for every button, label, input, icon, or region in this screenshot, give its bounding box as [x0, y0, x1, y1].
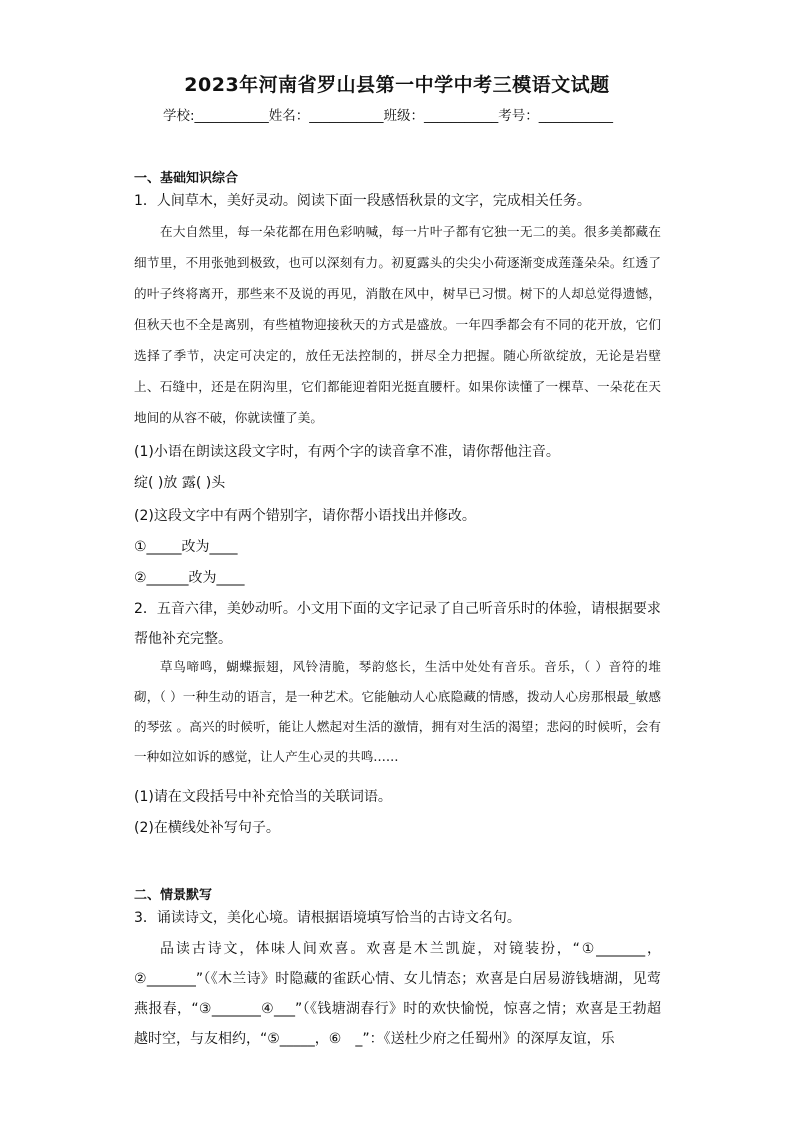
- section-heading-recitation: 二、情景默写: [134, 888, 213, 903]
- exam-title: 2023年河南省罗山县第一中学中考三模语文试题: [184, 74, 610, 96]
- question-1-sub1: (1)小语在朗读这段文字时，有两个字的读音拿不准，请你帮他注音。: [134, 444, 560, 460]
- passage-text: 品读古诗文，体味人间欢喜。欢喜是木兰凯旋，对镜装扮，“①_______，②_______”（《木兰诗》时隐藏的雀跃心情、女儿情态；欢喜是白居易游钱塘湖，见莺燕报春，“③_______④___”（《钱塘湖春行》时的欢快愉悦，惊喜之情；欢喜是王勃超越时空，与友相约，“⑤_____，⑥ _”：《送杜少府之任蜀州》的深厚友谊，乐: [134, 941, 661, 1047]
- question-2-passage: [134, 652, 661, 772]
- question-2-stem-line2: 帮他补充完整。: [134, 631, 232, 647]
- correction-line-1: ①_____改为____: [134, 539, 238, 555]
- question-1-passage: [134, 216, 661, 433]
- student-info-line: 学校:___________姓名：___________班级：___________考号：___________: [163, 108, 614, 124]
- question-3-passage: [134, 934, 661, 1054]
- correction-line-2: ②______改为____: [134, 570, 245, 586]
- question-2-sub2: (2)在横线处补写句子。: [134, 820, 280, 836]
- pinyin-blanks: 绽( )放 露( )头: [134, 475, 226, 491]
- passage-text: 草鸟啼鸣，蝴蝶振翅，风铃清脆，琴韵悠长，生活中处处有音乐。音乐，（ ）音符的堆砌，（ ）一种生动的语言，是一种艺术。它能触动人心底隐藏的情感，拨动人心房那根最_敏感的琴弦 。高兴的时候听，能让人燃起对生活的激情，拥有对生活的渴望；悲闷的时候听，会有一种如泣如诉的感觉，让人产生心灵的共鸣……: [134, 659, 661, 764]
- question-3-stem: 3．诵读诗文，美化心境。请根据语境填写恰当的古诗文名句。: [134, 910, 521, 926]
- question-2-stem-line1: 2．五音六律，美妙动听。小文用下面的文字记录了自己听音乐时的体验，请根据要求: [134, 601, 661, 617]
- section-heading-basic: 一、基础知识综合: [134, 171, 239, 186]
- question-2-sub1: (1)请在文段括号中补充恰当的关联词语。: [134, 789, 392, 805]
- question-1-stem: 1．人间草木，美好灵动。阅读下面一段感悟秋景的文字，完成相关任务。: [134, 193, 591, 209]
- passage-text: 在大自然里，每一朵花都在用色彩呐喊，每一片叶子都有它独一无二的美。很多美都藏在细节里，不用张弛到极致，也可以深刻有力。初夏露头的尖尖小荷逐渐变成莲蓬朵朵。红透了的叶子终将离开，那些来不及说的再见，消散在风中，树早已习惯。树下的人却总觉得遗憾，但秋天也不全是离别，有些植物迎接秋天的方式是盛放。一年四季都会有不同的花开放，它们选择了季节，决定可决定的，放任无法控制的，拼尽全力把握。随心所欲绽放，无论是岩壁上、石缝中，还是在阴沟里，它们都能迎着阳光挺直腰杆。如果你读懂了一棵草、一朵花在天地间的从容不破，你就读懂了美。: [134, 224, 661, 425]
- question-1-sub2: (2)这段文字中有两个错别字，请你帮小语找出并修改。: [134, 508, 476, 524]
